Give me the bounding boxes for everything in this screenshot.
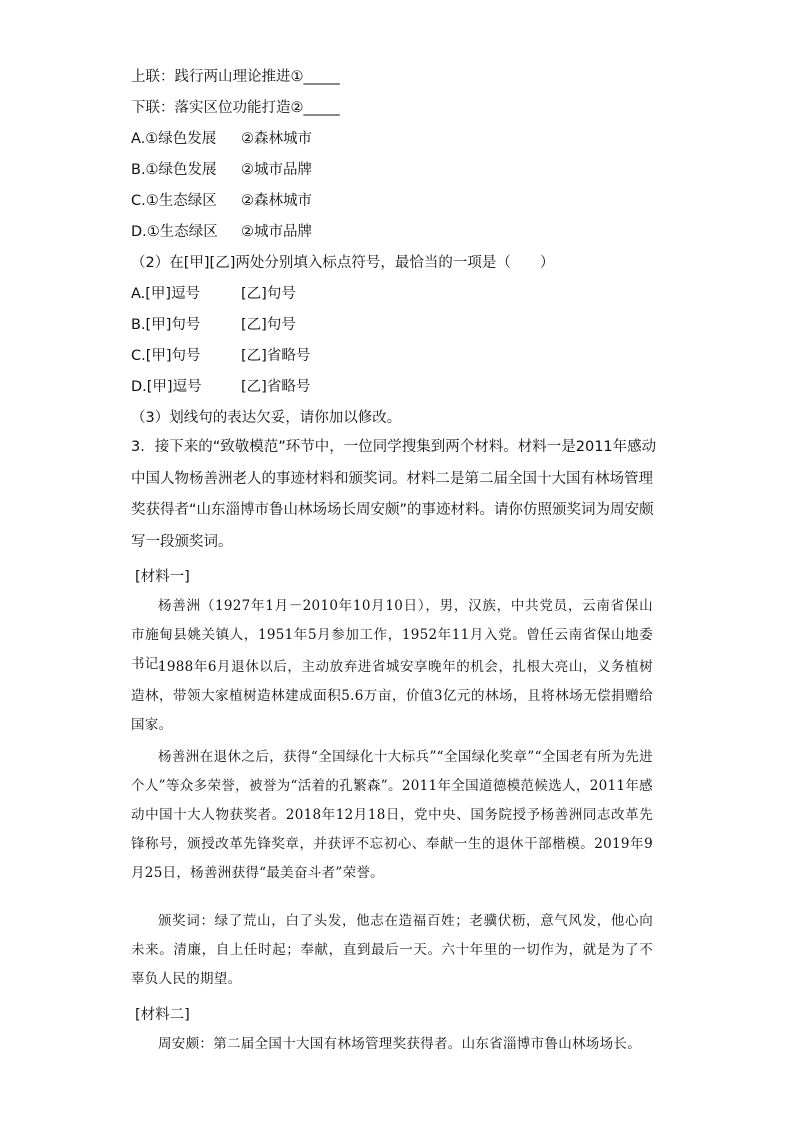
q2-option-d: D.[甲]逗号 [乙]省略号 xyxy=(131,379,311,395)
couplet-lower: 下联：落实区位功能打造②_____ xyxy=(131,100,340,116)
q1-option-c: C.①生态绿区 ②森林城市 xyxy=(131,193,312,209)
material-2-paragraph-1: 周安颇：第二届全国十大国有林场管理奖获得者。山东省淄博市鲁山林场场长。 xyxy=(158,1036,641,1052)
question-3: （3）划线句的表达欠妥，请你加以修改。 xyxy=(131,410,402,426)
material-1-award-speech: 颁奖词：绿了荒山，白了头发，他志在造福百姓；老骥伏枥，意气风发，他心向未来。清廉，自上任时起；奉献，直到最后一天。六十年里的一切作为，就是为了不辜负人民的期望。 xyxy=(131,913,653,987)
q2-option-b: B.[甲]句号 [乙]句号 xyxy=(131,317,296,333)
material-1-paragraph-2: 1988年6月退休以后，主动放弃进省城安享晚年的机会，扎根大亮山，义务植树造林，带领大家植树造林建成面积5.6万亩，价值3亿元的林场，且将林场无偿捐赠给国家。 xyxy=(131,659,653,733)
q1-option-d: D.①生态绿区 ②城市品牌 xyxy=(131,224,312,240)
material-2-heading: [材料二] xyxy=(135,1007,190,1023)
q1-option-b: B.①绿色发展 ②城市品牌 xyxy=(131,162,312,178)
q2-option-a: A.[甲]逗号 [乙]句号 xyxy=(131,286,296,302)
material-1-paragraph-1: 杨善洲（1927年1月－2010年10月10日），男，汉族，中共党员，云南省保山市施甸县姚关镇人，1951年5月参加工作，1952年11月入党。曾任云南省保山地委书记。 xyxy=(131,598,653,672)
material-1-paragraph-3: 杨善洲在退休之后，获得“全国绿化十大标兵”“全国绿化奖章”“全国老有所为先进个人”等众多荣誉，被誉为“活着的孔繁森”。2011年全国道德模范候选人，2011年感动中国十大人物获奖者。2018年12月18日，党中央、国务院授予杨善洲同志改革先锋称号，颁授改革先锋奖章，并获评不忘初心、奉献一生的退休干部楷模。2019年9月25日，杨善洲获得“最美奋斗者”荣誉。 xyxy=(131,749,653,881)
task-3-instructions: 3．接下来的“致敬模范”环节中，一位同学搜集到两个材料。材料一是2011年感动中国人物杨善洲老人的事迹材料和颁奖词。材料二是第二届全国十大国有林场管理奖获得者“山东淄博市鲁山林场场长周安颇”的事迹材料。请你仿照颁奖词为周安颇写一段颁奖词。 xyxy=(131,439,657,550)
question-2: （2）在[甲][乙]两处分别填入标点符号，最恰当的一项是（ ） xyxy=(131,255,555,271)
material-1-heading: [材料一] xyxy=(135,569,190,585)
couplet-upper: 上联：践行两山理论推进①_____ xyxy=(131,69,340,85)
q2-option-c: C.[甲]句号 [乙]省略号 xyxy=(131,348,311,364)
q1-option-a: A.①绿色发展 ②森林城市 xyxy=(131,131,312,147)
